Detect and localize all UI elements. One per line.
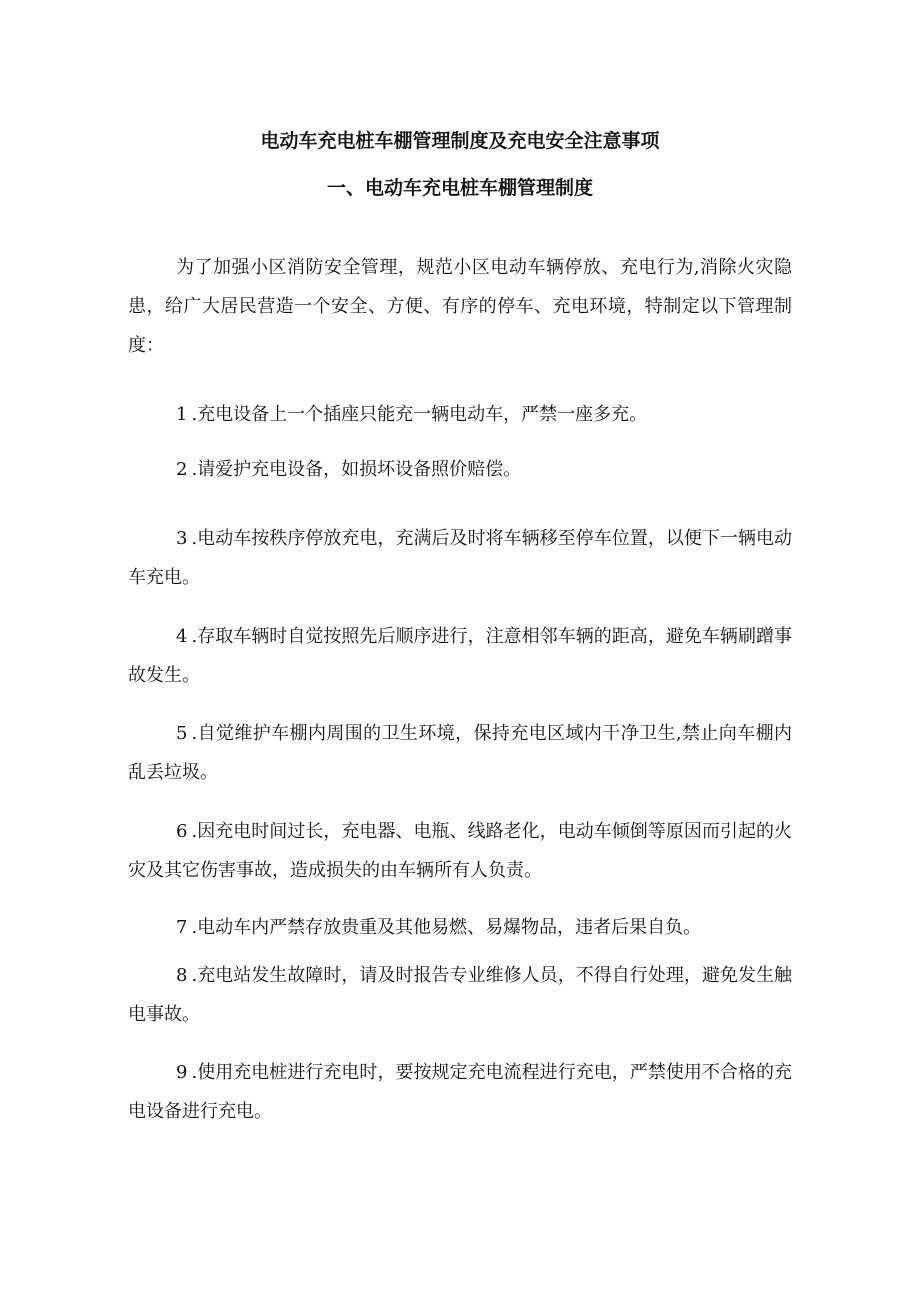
rule-text: .使用充电桩进行充电时，要按规定充电流程进行充电，严禁使用不合格的充电设备进行充电。 xyxy=(128,1062,792,1122)
rule-item-7 xyxy=(128,908,792,947)
rule-number: 2 xyxy=(176,459,188,480)
rule-item-6 xyxy=(128,812,792,890)
rule-text: .存取车辆时自觉按照先后顺序进行，注意相邻车辆的距高，避免车辆刷蹭事故发生。 xyxy=(128,626,792,686)
rule-item-1 xyxy=(128,395,792,434)
rule-number: 1 xyxy=(176,404,188,425)
rule-number: 6 xyxy=(176,821,188,842)
intro-paragraph: 为了加强小区消防安全管理，规范小区电动车辆停放、充电行为,消除火灾隐患，给广大居民营造一个安全、方便、有序的停车、充电环境，特制定以下管理制度： xyxy=(128,257,792,356)
rule-item-5 xyxy=(128,714,792,792)
rule-item-8 xyxy=(128,956,792,1034)
rule-number: 5 xyxy=(176,723,188,744)
rule-text: .请爱护充电设备，如损坏设备照价赔偿。 xyxy=(191,459,522,480)
rule-text: .电动车内严禁存放贵重及其他易燃、易爆物品，违者后果自负。 xyxy=(191,917,702,938)
rule-number: 3 xyxy=(176,528,188,549)
rule-item-4 xyxy=(128,617,792,695)
rule-text: .因充电时间过长，充电器、电瓶、线路老化，电动车倾倒等原因而引起的火灾及其它伤害事故，造成损失的由车辆所有人负责。 xyxy=(128,821,792,881)
rule-text: .电动车按秩序停放充电，充满后及时将车辆移至停车位置，以便下一辆电动车充电。 xyxy=(128,528,792,588)
document-title: 电动车充电桩车棚管理制度及充电安全注意事项 xyxy=(260,130,660,152)
rule-item-2 xyxy=(128,450,792,489)
rule-text: .自觉维护车棚内周围的卫生环境，保持充电区域内干净卫生,禁止向车棚内乱丢垃圾。 xyxy=(128,723,792,783)
section-title: 一、电动车充电桩车棚管理制度 xyxy=(326,177,593,199)
rule-number: 7 xyxy=(176,917,188,938)
rule-number: 4 xyxy=(176,626,188,647)
rule-text: .充电站发生故障时，请及时报告专业维修人员，不得自行处理，避免发生触电事故。 xyxy=(128,965,792,1025)
rule-text: .充电设备上一个插座只能充一辆电动车，严禁一座多充。 xyxy=(191,404,648,425)
rule-item-9 xyxy=(128,1053,792,1131)
rule-number: 8 xyxy=(176,965,188,986)
rule-item-3 xyxy=(128,519,792,597)
rule-number: 9 xyxy=(176,1062,188,1083)
